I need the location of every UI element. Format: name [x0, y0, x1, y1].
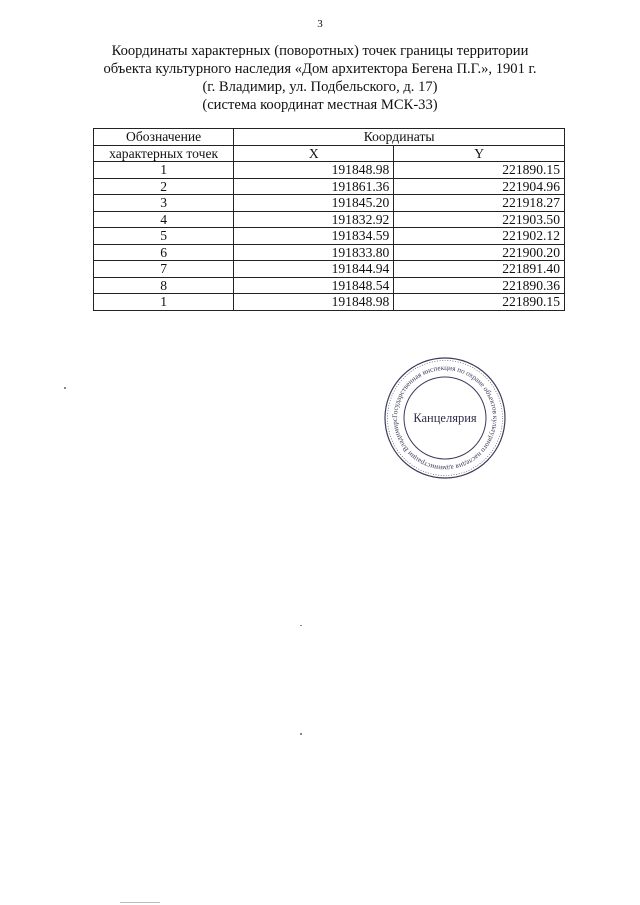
point-cell: 1 [94, 294, 234, 311]
table-subheader-row [94, 145, 565, 162]
coordinates-header: Координаты [234, 129, 565, 146]
point-header-line-2: характерных точек [109, 145, 219, 161]
table-header-row [94, 129, 565, 146]
table-row [94, 178, 565, 195]
point-cell: 1 [94, 162, 234, 179]
table-row [94, 162, 565, 179]
point-cell: 4 [94, 211, 234, 228]
x-coordinate-cell: 191844.94 [234, 261, 394, 278]
point-cell: 2 [94, 178, 234, 195]
document-title [60, 42, 580, 114]
point-cell: 7 [94, 261, 234, 278]
scan-speck [300, 733, 302, 735]
y-coordinate-cell: 221900.20 [394, 244, 565, 261]
table-row [94, 277, 565, 294]
x-coordinate-cell: 191833.80 [234, 244, 394, 261]
table-row [94, 294, 565, 311]
point-cell: 3 [94, 195, 234, 212]
x-coordinate-cell: 191834.59 [234, 228, 394, 245]
y-coordinate-cell: 221904.96 [394, 178, 565, 195]
stamp-center-text: Канцелярия [413, 411, 477, 425]
point-header [94, 129, 234, 146]
y-coordinate-cell: 221890.15 [394, 294, 565, 311]
x-coordinate-cell: 191848.54 [234, 277, 394, 294]
table-row [94, 261, 565, 278]
point-header-line-1: Обозначение [126, 129, 202, 145]
x-coordinate-cell: 191861.36 [234, 178, 394, 195]
y-coordinate-cell: 221902.12 [394, 228, 565, 245]
title-line-3: (г. Владимир, ул. Подбельского, д. 17) [202, 79, 438, 95]
y-header: Y [394, 145, 565, 162]
title-line-1: Координаты характерных (поворотных) точек границы территории [111, 43, 529, 59]
y-coordinate-cell: 221890.36 [394, 277, 565, 294]
y-coordinate-cell: 221890.15 [394, 162, 565, 179]
point-cell: 5 [94, 228, 234, 245]
scan-speck [120, 902, 160, 903]
coordinates-table [93, 128, 565, 311]
stamp-ring-text: Государственная инспекция по охране объектов культурного наследия администрации Владимирс [390, 363, 500, 473]
y-coordinate-cell: 221891.40 [394, 261, 565, 278]
y-coordinate-cell: 221903.50 [394, 211, 565, 228]
scan-speck [300, 625, 302, 626]
point-cell: 8 [94, 277, 234, 294]
title-line-4: (система координат местная МСК-33) [202, 97, 438, 113]
table-row [94, 211, 565, 228]
x-header: X [234, 145, 394, 162]
x-coordinate-cell: 191848.98 [234, 162, 394, 179]
page-number: 3 [317, 18, 323, 30]
scan-speck [64, 387, 66, 389]
table-row [94, 195, 565, 212]
point-header-cont [94, 145, 234, 162]
table-row [94, 228, 565, 245]
x-coordinate-cell: 191845.20 [234, 195, 394, 212]
office-stamp [383, 356, 507, 480]
title-line-2: объекта культурного наследия «Дом архитектора Бегена П.Г.», 1901 г. [103, 61, 537, 77]
y-coordinate-cell: 221918.27 [394, 195, 565, 212]
x-coordinate-cell: 191832.92 [234, 211, 394, 228]
table-row [94, 244, 565, 261]
x-coordinate-cell: 191848.98 [234, 294, 394, 311]
point-cell: 6 [94, 244, 234, 261]
